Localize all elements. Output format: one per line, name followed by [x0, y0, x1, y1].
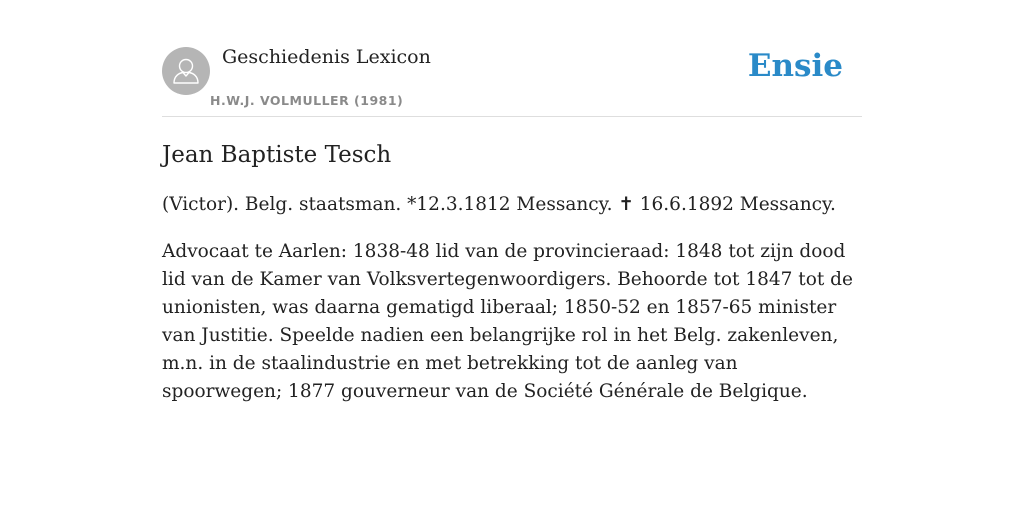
entry-card — [162, 44, 862, 406]
author-name[interactable]: H.W.J. VOLMULLER (1981) — [210, 93, 404, 108]
entry-body: Advocaat te Aarlen: 1838-48 lid van de provincieraad: 1848 tot zijn dood lid van de Kamer van Volksvertegenwoordigers. Behoorde tot 1847 tot de unionisten, was daarna gematigd liberaal; 1850-52 en 1857-65 minister van Justitie. Speelde nadien een belangrijke rol in het Belg. zakenleven, m.n. in de staalindustrie en met betrekking tot de aanleg van spoorwegen; 1877 gouverneur van de Société Générale de Belgique. — [162, 241, 853, 402]
entry-title: Jean Baptiste Tesch — [162, 142, 392, 168]
author-avatar[interactable] — [162, 47, 210, 95]
entry-header — [162, 44, 862, 117]
brand-logo[interactable]: Ensie — [747, 48, 843, 84]
user-icon — [162, 47, 210, 95]
entry-intro: (Victor). Belg. staatsman. *12.3.1812 Messancy. ✝ 16.6.1892 Messancy. — [162, 194, 836, 215]
source-title[interactable]: Geschiedenis Lexicon — [222, 46, 431, 68]
